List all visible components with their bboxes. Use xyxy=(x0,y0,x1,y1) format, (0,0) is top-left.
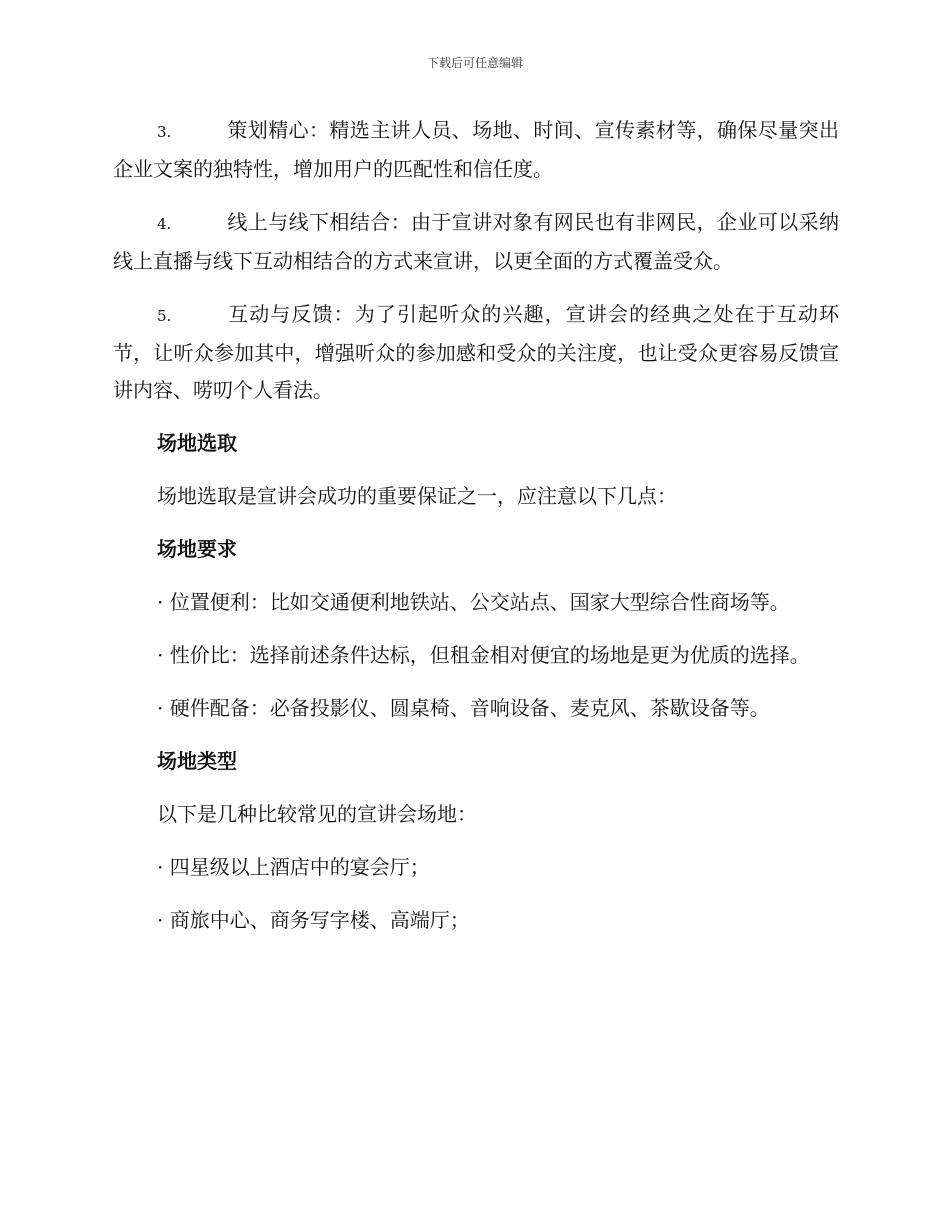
heading-venue-requirements: 场地要求 xyxy=(157,537,237,561)
venue-type-business: · 商旅中心、商务写字楼、高端厅； xyxy=(157,908,470,932)
requirement-value: · 性价比：选择前述条件达标，但租金相对便宜的场地是更为优质的选择。 xyxy=(157,643,810,667)
item-number: 4. xyxy=(157,215,172,233)
requirement-location: · 位置便利：比如交通便利地铁站、公交站点、国家大型综合性商场等。 xyxy=(157,590,790,614)
numbered-item-3 xyxy=(113,112,839,188)
numbered-item-4 xyxy=(113,204,839,280)
heading-venue-selection: 场地选取 xyxy=(157,431,237,455)
heading-venue-types: 场地类型 xyxy=(157,749,237,773)
venue-types-intro: 以下是几种比较常见的宣讲会场地： xyxy=(157,802,477,826)
document-body xyxy=(113,112,839,955)
item-number: 5. xyxy=(157,307,172,325)
requirement-hardware: · 硬件配备：必备投影仪、圆桌椅、音响设备、麦克风、茶歇设备等。 xyxy=(157,696,770,720)
item-number: 3. xyxy=(157,123,172,141)
item-text: 线上与线下相结合：由于宣讲对象有网民也有非网民，企业可以采纳线上直播与线下互动相结合的方式来宣讲，以更全面的方式覆盖受众。 xyxy=(113,210,839,273)
venue-intro: 场地选取是宣讲会成功的重要保证之一，应注意以下几点： xyxy=(157,484,677,508)
numbered-item-5 xyxy=(113,296,839,409)
item-text: 策划精心：精选主讲人员、场地、时间、宣传素材等，确保尽量突出企业文案的独特性，增加用户的匹配性和信任度。 xyxy=(113,118,839,181)
item-text: 互动与反馈：为了引起听众的兴趣，宣讲会的经典之处在于互动环节，让听众参加其中，增强听众的参加感和受众的关注度，也让受众更容易反馈宣讲内容、唠叨个人看法。 xyxy=(113,302,839,402)
page-header: 下载后可任意编辑 xyxy=(426,56,523,70)
venue-type-hotel: · 四星级以上酒店中的宴会厅； xyxy=(157,855,430,879)
